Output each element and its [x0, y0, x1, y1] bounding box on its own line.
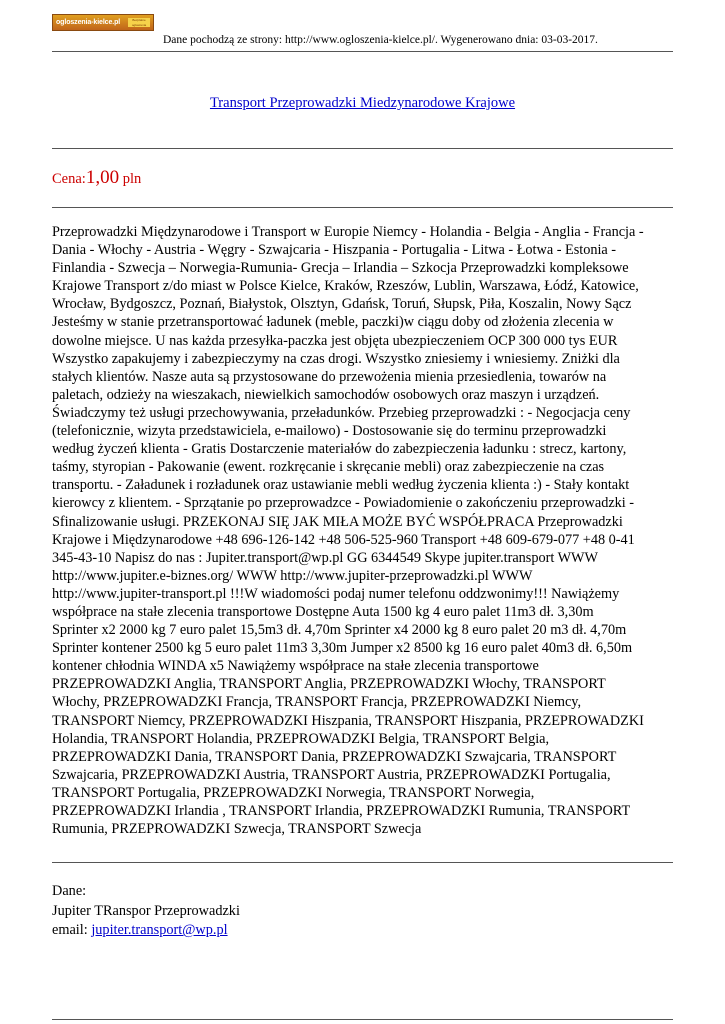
- price: [52, 167, 141, 189]
- listing-title-link[interactable]: Transport Przeprowadzki Miedzynarodowe Krajowe: [209, 95, 516, 111]
- contact-email-label: email:: [52, 922, 92, 938]
- price-value: 1,00: [85, 167, 120, 188]
- price-divider: [52, 207, 673, 208]
- site-logo[interactable]: [52, 14, 154, 31]
- contact-email-row: [52, 921, 240, 941]
- description-divider: [52, 862, 673, 863]
- logo-tagline: Bezpłatne ogłoszenia: [128, 18, 150, 27]
- footer-divider: [52, 1019, 673, 1020]
- contact-name: Jupiter TRanspor Przeprowadzki: [52, 902, 240, 919]
- title-divider: [52, 148, 673, 149]
- header-divider: [52, 51, 673, 52]
- contact-email-link[interactable]: jupiter.transport@wp.pl: [91, 922, 228, 938]
- listing-description: Przeprowadzki Międzynarodowe i Transport w Europie Niemcy - Holandia - Belgia - Anglia - Francja - Dania - Włochy - Austria - Węgry - Szwajcaria - Hiszpania - Portugalia - Litwa - Łotwa - Estonia - Finlandia - Szwecja – Norwegia-Rumunia- Grecja – Irlandia – Szkocja Przeprowadzki kompleksowe Krajowe Transport z/do miast w Polsce Kielce, Kraków, Rzeszów, Lublin, Warszawa, Łódź, Katowice, Wrocław, Bydgoszcz, Poznań, Białystok, Olsztyn, Gdańsk, Toruń, Słupsk, Piła, Koszalin, Nowy Sącz Jesteśmy w stanie przetransportować ładunek (meble, paczki)w ciągu doby od złożenia zlecenia w dowolne miejsce. U nas każda przesyłka-paczka jest objęta ubezpieczeniem OCP 300 000 tys EUR Wszystko zapakujemy i zabezpieczymy na czas drogi. Wszystko zniesiemy i wniesiemy. Zniżki dla stałych klientów. Nasze auta są przystosowane do przewożenia mienia przesiedlenia, towarów na paletach, odzieży na wieszakach, niewielkich samochodów osobowych oraz maszyn i urządzeń. Świadczymy też usługi przechowywania, przeładunków. Przebieg przeprowadzki : - Negocjacja ceny (telefonicznie, wizyta przedstawiciela, e-mailowo) - Dostosowanie się do terminu przeprowadzki według życzeń klienta - Gratis Dostarczenie materiałów do zabezpieczenia ładunku : strecz, kartony, taśmy, styropian - Pakowanie (ewent. rozkręcanie i skręcanie mebli) oraz zabezpieczenie na czas transportu. - Załadunek i rozładunek oraz ustawianie mebli według życzenia klienta :) - Stały kontakt kierowcy z klientem. - Sprzątanie po przeprowadzce - Powiadomienie o zakończeniu przeprowadzki - Sfinalizowanie usługi. PRZEKONAJ SIĘ JAK MIŁA MOŻE BYĆ WSPÓŁPRACA Przeprowadzki Krajowe i Międzynarodowe +48 696-126-142 +48 506-525-960 Transport +48 609-679-077 +48 0-41 345-43-10 Napisz do nas : Jupiter.transport@wp.pl GG 6344549 Skype jupiter.transport WWW http://www.jupiter.e-biznes.org/ WWW http://www.jupiter-przeprowadzki.pl WWW http://www.jupiter-transport.pl !!!W wiadomości podaj numer telefonu oddzwonimy!!! Nawiążemy współprace na stałe zlecenia transportowe Dostępne Auta 1500 kg 4 euro palet 11m3 dł. 3,30m Sprinter x2 2000 kg 7 euro palet 15,5m3 dł. 4,70m Sprinter x4 2000 kg 8 euro palet 20 m3 dł. 4,70m Sprinter kontener 2500 kg 5 euro palet 11m3 3,30m Jumper x2 8500 kg 16 euro palet 40m3 dł. 6,50m kontener chłodnia WINDA x5 Nawiążemy współprace na stałe zlecenia transportowe PRZEPROWADZKI Anglia, TRANSPORT Anglia, PRZEPROWADZKI Włochy, TRANSPORT Włochy, PRZEPROWADZKI Francja, TRANSPORT Francja, PRZEPROWADZKI Niemcy, TRANSPORT Niemcy, PRZEPROWADZKI Hiszpania, TRANSPORT Hiszpania, PRZEPROWADZKI Holandia, TRANSPORT Holandia, PRZEPROWADZKI Belgia, TRANSPORT Belgia, PRZEPROWADZKI Dania, TRANSPORT Dania, PRZEPROWADZKI Szwajcaria, TRANSPORT Szwajcaria, PRZEPROWADZKI Austria, TRANSPORT Austria, PRZEPROWADZKI Portugalia, TRANSPORT Portugalia, PRZEPROWADZKI Norwegia, TRANSPORT Norwegia, PRZEPROWADZKI Irlandia , TRANSPORT Irlandia, PRZEPROWADZKI Rumunia, TRANSPORT Rumunia, PRZEPROWADZKI Szwecja, TRANSPORT Szwecja: [52, 224, 644, 838]
- price-currency: pln: [119, 171, 142, 187]
- logo-text: ogloszenia-kielce.pl: [56, 19, 121, 26]
- contact-label: Dane:: [52, 883, 87, 899]
- listing-title-container: [0, 95, 725, 112]
- price-label: Cena:: [52, 171, 86, 187]
- contact-block: [52, 882, 240, 941]
- source-line: Dane pochodzą ze strony: http://www.ogloszenia-kielce.pl/. Wygenerowano dnia: 03-03-2017.: [163, 34, 598, 46]
